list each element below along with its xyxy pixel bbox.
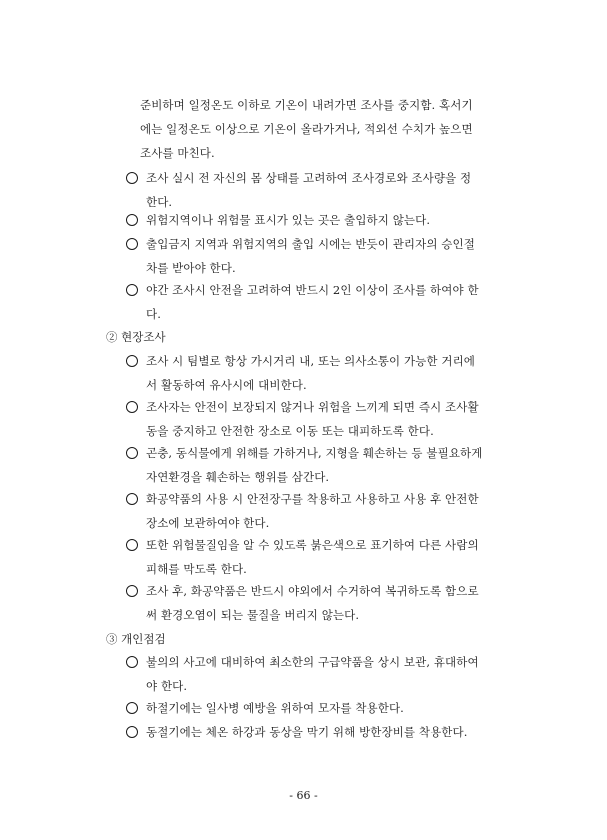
personal-item-1-line-1: 불의의 사고에 대비하여 최소한의 구급약품을 상시 보관, 휴대하여 xyxy=(146,655,479,669)
page-number: - 66 - xyxy=(289,789,318,802)
bullet-circle-icon xyxy=(126,355,138,367)
intro-line-2: 에는 일정온도 이상으로 기온이 올라가거나, 적외선 수치가 높으면 xyxy=(140,122,473,136)
field-item-6-line-2: 써 환경오염이 되는 물질을 버리지 않는다. xyxy=(146,608,360,622)
field-item-1-line-1: 조사 시 팀별로 항상 가시거리 내, 또는 의사소통이 가능한 거리에 xyxy=(146,354,475,368)
intro-line-1: 준비하며 일정온도 이하로 기온이 내려가면 조사를 중지함. 혹서기 xyxy=(140,98,473,112)
bullet-circle-icon xyxy=(126,401,138,413)
field-item-2-line-2: 동을 중지하고 안전한 장소로 이동 또는 대피하도록 한다. xyxy=(146,424,434,438)
bullet-circle-icon xyxy=(126,726,138,738)
field-item-2-line-1: 조사자는 안전이 보장되지 않거나 위험을 느끼게 되면 즉시 조사활 xyxy=(146,400,479,414)
field-item-3-line-1: 곤충, 동식물에게 위해를 가하거나, 지형을 훼손하는 등 불필요하게 xyxy=(146,446,483,460)
section-title-field-survey: ② 현장조사 xyxy=(106,330,166,344)
intro-line-3: 조사를 마친다. xyxy=(140,146,215,160)
prep-item-1-line-1: 조사 실시 전 자신의 몸 상태를 고려하여 조사경로와 조사량을 정 xyxy=(146,171,472,185)
field-item-1-line-2: 서 활동하여 유사시에 대비한다. xyxy=(146,378,307,392)
prep-item-4-line-1: 야간 조사시 안전을 고려하여 반드시 2인 이상이 조사를 하여야 한 xyxy=(146,283,479,297)
field-item-4-line-1: 화공약품의 사용 시 안전장구를 착용하고 사용하고 사용 후 안전한 xyxy=(146,492,479,506)
bullet-circle-icon xyxy=(126,172,138,184)
prep-item-3-line-1: 출입금지 지역과 위험지역의 출입 시에는 반듯이 관리자의 승인절 xyxy=(146,237,475,251)
bullet-circle-icon xyxy=(126,214,138,226)
field-item-6-line-1: 조사 후, 화공약품은 반드시 야외에서 수거하여 복귀하도록 함으로 xyxy=(146,584,479,598)
field-item-3-line-2: 자연환경을 훼손하는 행위를 삼간다. xyxy=(146,470,330,484)
bullet-circle-icon xyxy=(126,702,138,714)
personal-item-3-line-1: 동절기에는 체온 하강과 동상을 막기 위해 방한장비를 착용한다. xyxy=(146,725,468,739)
personal-item-2-line-1: 하절기에는 일사병 예방을 위하여 모자를 착용한다. xyxy=(146,701,404,715)
field-item-4-line-2: 장소에 보관하여야 한다. xyxy=(146,516,270,530)
prep-item-1-line-2: 한다. xyxy=(146,195,173,209)
section-title-personal-check: ③ 개인점검 xyxy=(106,632,166,646)
bullet-circle-icon xyxy=(126,238,138,250)
bullet-circle-icon xyxy=(126,656,138,668)
prep-item-3-line-2: 차를 받아야 한다. xyxy=(146,261,236,275)
bullet-circle-icon xyxy=(126,493,138,505)
bullet-circle-icon xyxy=(126,284,138,296)
field-item-5-line-2: 피해를 막도록 한다. xyxy=(146,562,247,576)
prep-item-4-line-2: 다. xyxy=(146,307,161,321)
prep-item-2-line-1: 위험지역이나 위험물 표시가 있는 곳은 출입하지 않는다. xyxy=(146,213,431,227)
bullet-circle-icon xyxy=(126,539,138,551)
bullet-circle-icon xyxy=(126,447,138,459)
personal-item-1-line-2: 야 한다. xyxy=(146,679,188,693)
field-item-5-line-1: 또한 위험물질임을 알 수 있도록 붉은색으로 표기하여 다른 사람의 xyxy=(146,538,479,552)
bullet-circle-icon xyxy=(126,585,138,597)
